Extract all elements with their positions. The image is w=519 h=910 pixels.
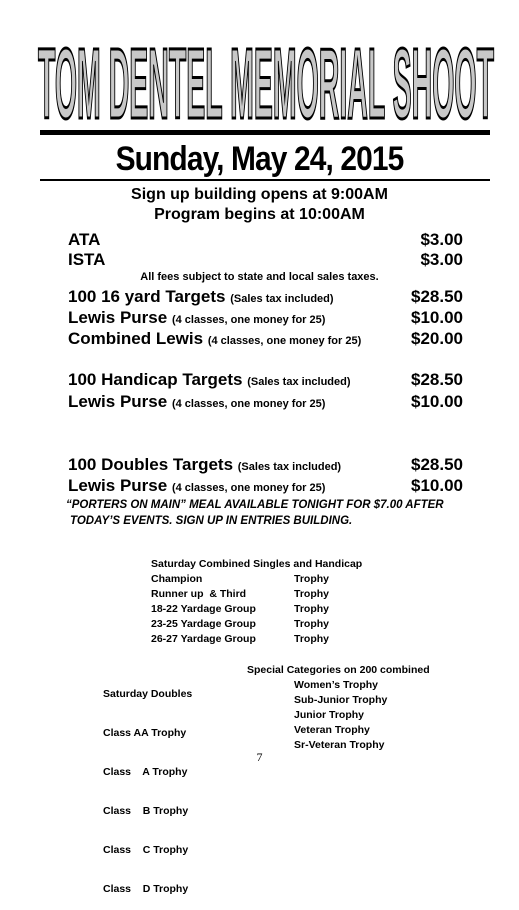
combined-award: Trophy [294, 618, 330, 630]
meal-notice-line: TODAY’S EVENTS. SIGN UP IN ENTRIES BUILDING. [70, 515, 353, 527]
event-label: Lewis Purse [68, 392, 168, 411]
top-rule [40, 130, 490, 135]
event-note: (Sales tax included) [237, 461, 342, 473]
event-amount: $20.00 [411, 329, 463, 348]
combined-row [151, 588, 411, 603]
event-row [68, 370, 463, 392]
doubles-heading: Saturday Doubles [103, 688, 193, 700]
special-row: Women’s Trophy [294, 679, 379, 691]
fee-row-ata [68, 230, 463, 252]
program-time: Program begins at 10:00AM [154, 206, 365, 223]
combined-row [151, 573, 411, 588]
combined-row [151, 618, 411, 633]
event-row [68, 308, 463, 330]
page-title: TOM DENTEL MEMORIAL SHOOT [38, 30, 495, 130]
combined-category: Runner up & Third [151, 588, 247, 600]
event-amount: $10.00 [411, 392, 463, 411]
doubles-row: Class D Trophy [103, 883, 189, 895]
event-note: (Sales tax included) [247, 376, 351, 388]
event-note: (4 classes, one money for 25) [207, 335, 362, 347]
event-row [68, 455, 463, 477]
fee-row-ista [68, 250, 463, 272]
event-label: Lewis Purse [68, 476, 168, 495]
doubles-row: Class B Trophy [103, 805, 189, 817]
event-row [68, 392, 463, 414]
combined-category: 18-22 Yardage Group [151, 603, 256, 615]
date-rule [40, 179, 490, 181]
event-label: Lewis Purse [68, 308, 168, 327]
event-row [68, 329, 463, 351]
special-section [247, 664, 447, 754]
doubles-row: Class A Trophy [103, 766, 188, 778]
event-note: (Sales tax included) [230, 293, 334, 305]
combined-section [151, 558, 411, 648]
combined-category: 23-25 Yardage Group [151, 618, 256, 630]
signup-time: Sign up building opens at 9:00AM [131, 186, 388, 203]
special-heading: Special Categories on 200 combined [247, 664, 430, 676]
combined-award: Trophy [294, 633, 330, 645]
event-date: Sunday, May 24, 2015 [115, 140, 404, 178]
event-label: 100 Handicap Targets [68, 370, 243, 389]
fee-amount: $3.00 [420, 250, 463, 269]
event-note: (4 classes, one money for 25) [171, 482, 326, 494]
combined-award: Trophy [294, 603, 330, 615]
special-row: Sr-Veteran Trophy [294, 739, 385, 751]
event-amount: $28.50 [411, 287, 463, 306]
special-row: Sub-Junior Trophy [294, 694, 388, 706]
special-row: Junior Trophy [294, 709, 365, 721]
special-row: Veteran Trophy [294, 724, 370, 736]
event-note: (4 classes, one money for 25) [171, 314, 326, 326]
doubles-row: Class C Trophy [103, 844, 189, 856]
fee-label: ISTA [68, 250, 106, 269]
meal-notice [66, 497, 444, 529]
event-row [68, 476, 463, 498]
doubles-row: Class AA Trophy [103, 727, 187, 739]
event-amount: $10.00 [411, 308, 463, 327]
event-row [68, 287, 463, 309]
combined-row [151, 603, 411, 618]
event-amount: $10.00 [411, 476, 463, 495]
page-number: 7 [256, 750, 263, 764]
event-amount: $28.50 [411, 455, 463, 474]
event-label: Combined Lewis [68, 329, 204, 348]
combined-category: 26-27 Yardage Group [151, 633, 256, 645]
doubles-section [103, 664, 243, 910]
event-note: (4 classes, one money for 25) [171, 398, 326, 410]
event-label: 100 16 yard Targets [68, 287, 226, 306]
fee-label: ATA [68, 230, 101, 249]
combined-heading: Saturday Combined Singles and Handicap [151, 558, 363, 570]
fee-amount: $3.00 [420, 230, 463, 249]
event-amount: $28.50 [411, 370, 463, 389]
title-banner [35, 30, 497, 130]
combined-award: Trophy [294, 588, 330, 600]
event-label: 100 Doubles Targets [68, 455, 234, 474]
meal-notice-line: “PORTERS ON MAIN” MEAL AVAILABLE TONIGHT FOR $7.00 AFTER [66, 499, 444, 511]
tax-note: All fees subject to state and local sales taxes. [140, 271, 379, 283]
combined-award: Trophy [294, 573, 330, 585]
combined-category: Champion [151, 573, 203, 585]
combined-row [151, 633, 411, 648]
